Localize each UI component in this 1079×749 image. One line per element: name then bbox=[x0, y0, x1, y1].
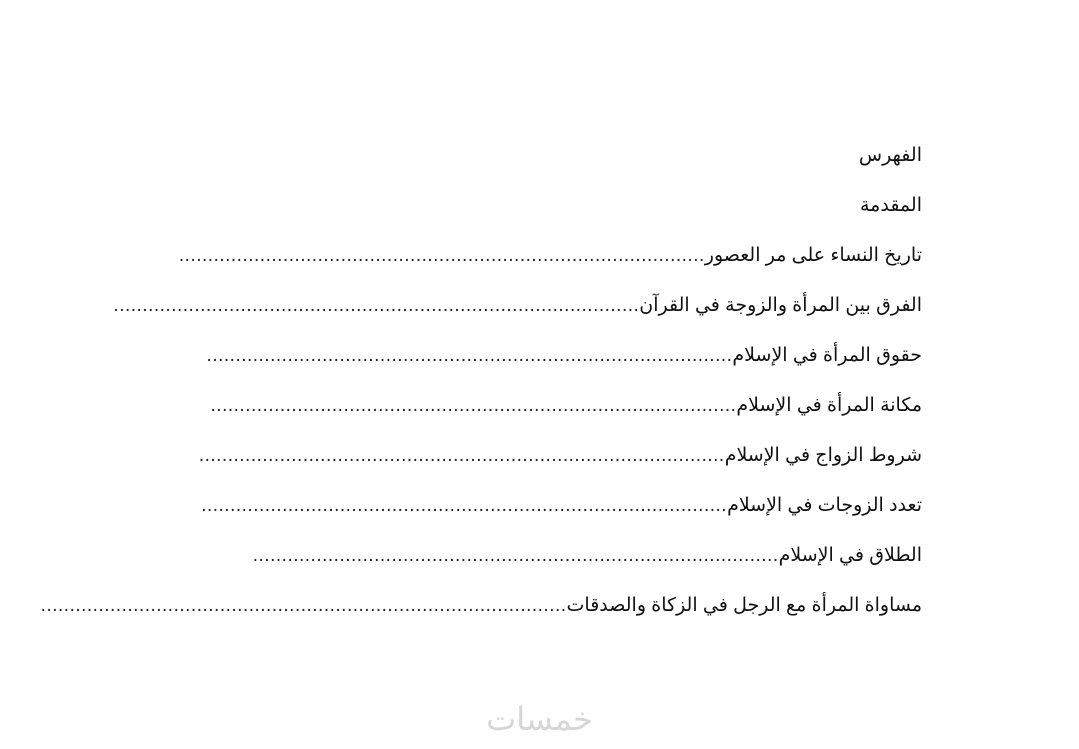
toc-entry bbox=[178, 238, 922, 288]
toc-entry-title: مساواة المرأة مع الرجل في الزكاة والصدقات bbox=[566, 595, 922, 616]
toc-entry-title: شروط الزواج في الإسلام bbox=[724, 445, 922, 466]
toc-entry-leader: ........................................................................................... bbox=[198, 445, 725, 466]
toc-entry-title: الفرق بين المرأة والزوجة في القرآن bbox=[639, 295, 922, 316]
toc-entry-leader: ........................................................................................... bbox=[178, 245, 705, 266]
toc-entry bbox=[198, 488, 922, 538]
toc-entry bbox=[40, 588, 922, 638]
toc-entry-leader: ........................................................................................... bbox=[113, 295, 640, 316]
watermark-logo: خمسات bbox=[486, 700, 593, 738]
table-of-contents bbox=[40, 138, 922, 638]
toc-entry bbox=[198, 338, 922, 388]
toc-title: الفهرس bbox=[858, 145, 922, 166]
toc-entry bbox=[198, 538, 922, 588]
toc-entry-title: حقوق المرأة في الإسلام bbox=[732, 345, 922, 366]
toc-entry bbox=[113, 288, 922, 338]
toc-intro: المقدمة bbox=[859, 195, 922, 216]
toc-entry-title: الطلاق في الإسلام bbox=[778, 545, 922, 566]
toc-entry-leader: ........................................................................................... bbox=[40, 595, 567, 616]
toc-entry-title: تعدد الزوجات في الإسلام bbox=[727, 495, 922, 516]
toc-entry-leader: ........................................................................................... bbox=[210, 395, 737, 416]
toc-entry-title: تاريخ النساء على مر العصور bbox=[704, 245, 922, 266]
toc-entry-leader: ........................................................................................... bbox=[252, 545, 779, 566]
toc-entry-title: مكانة المرأة في الإسلام bbox=[736, 395, 922, 416]
toc-entry bbox=[198, 388, 922, 438]
toc-entry-leader: ........................................................................................... bbox=[206, 345, 733, 366]
toc-entry bbox=[198, 438, 922, 488]
toc-entry-leader: ........................................................................................... bbox=[201, 495, 728, 516]
